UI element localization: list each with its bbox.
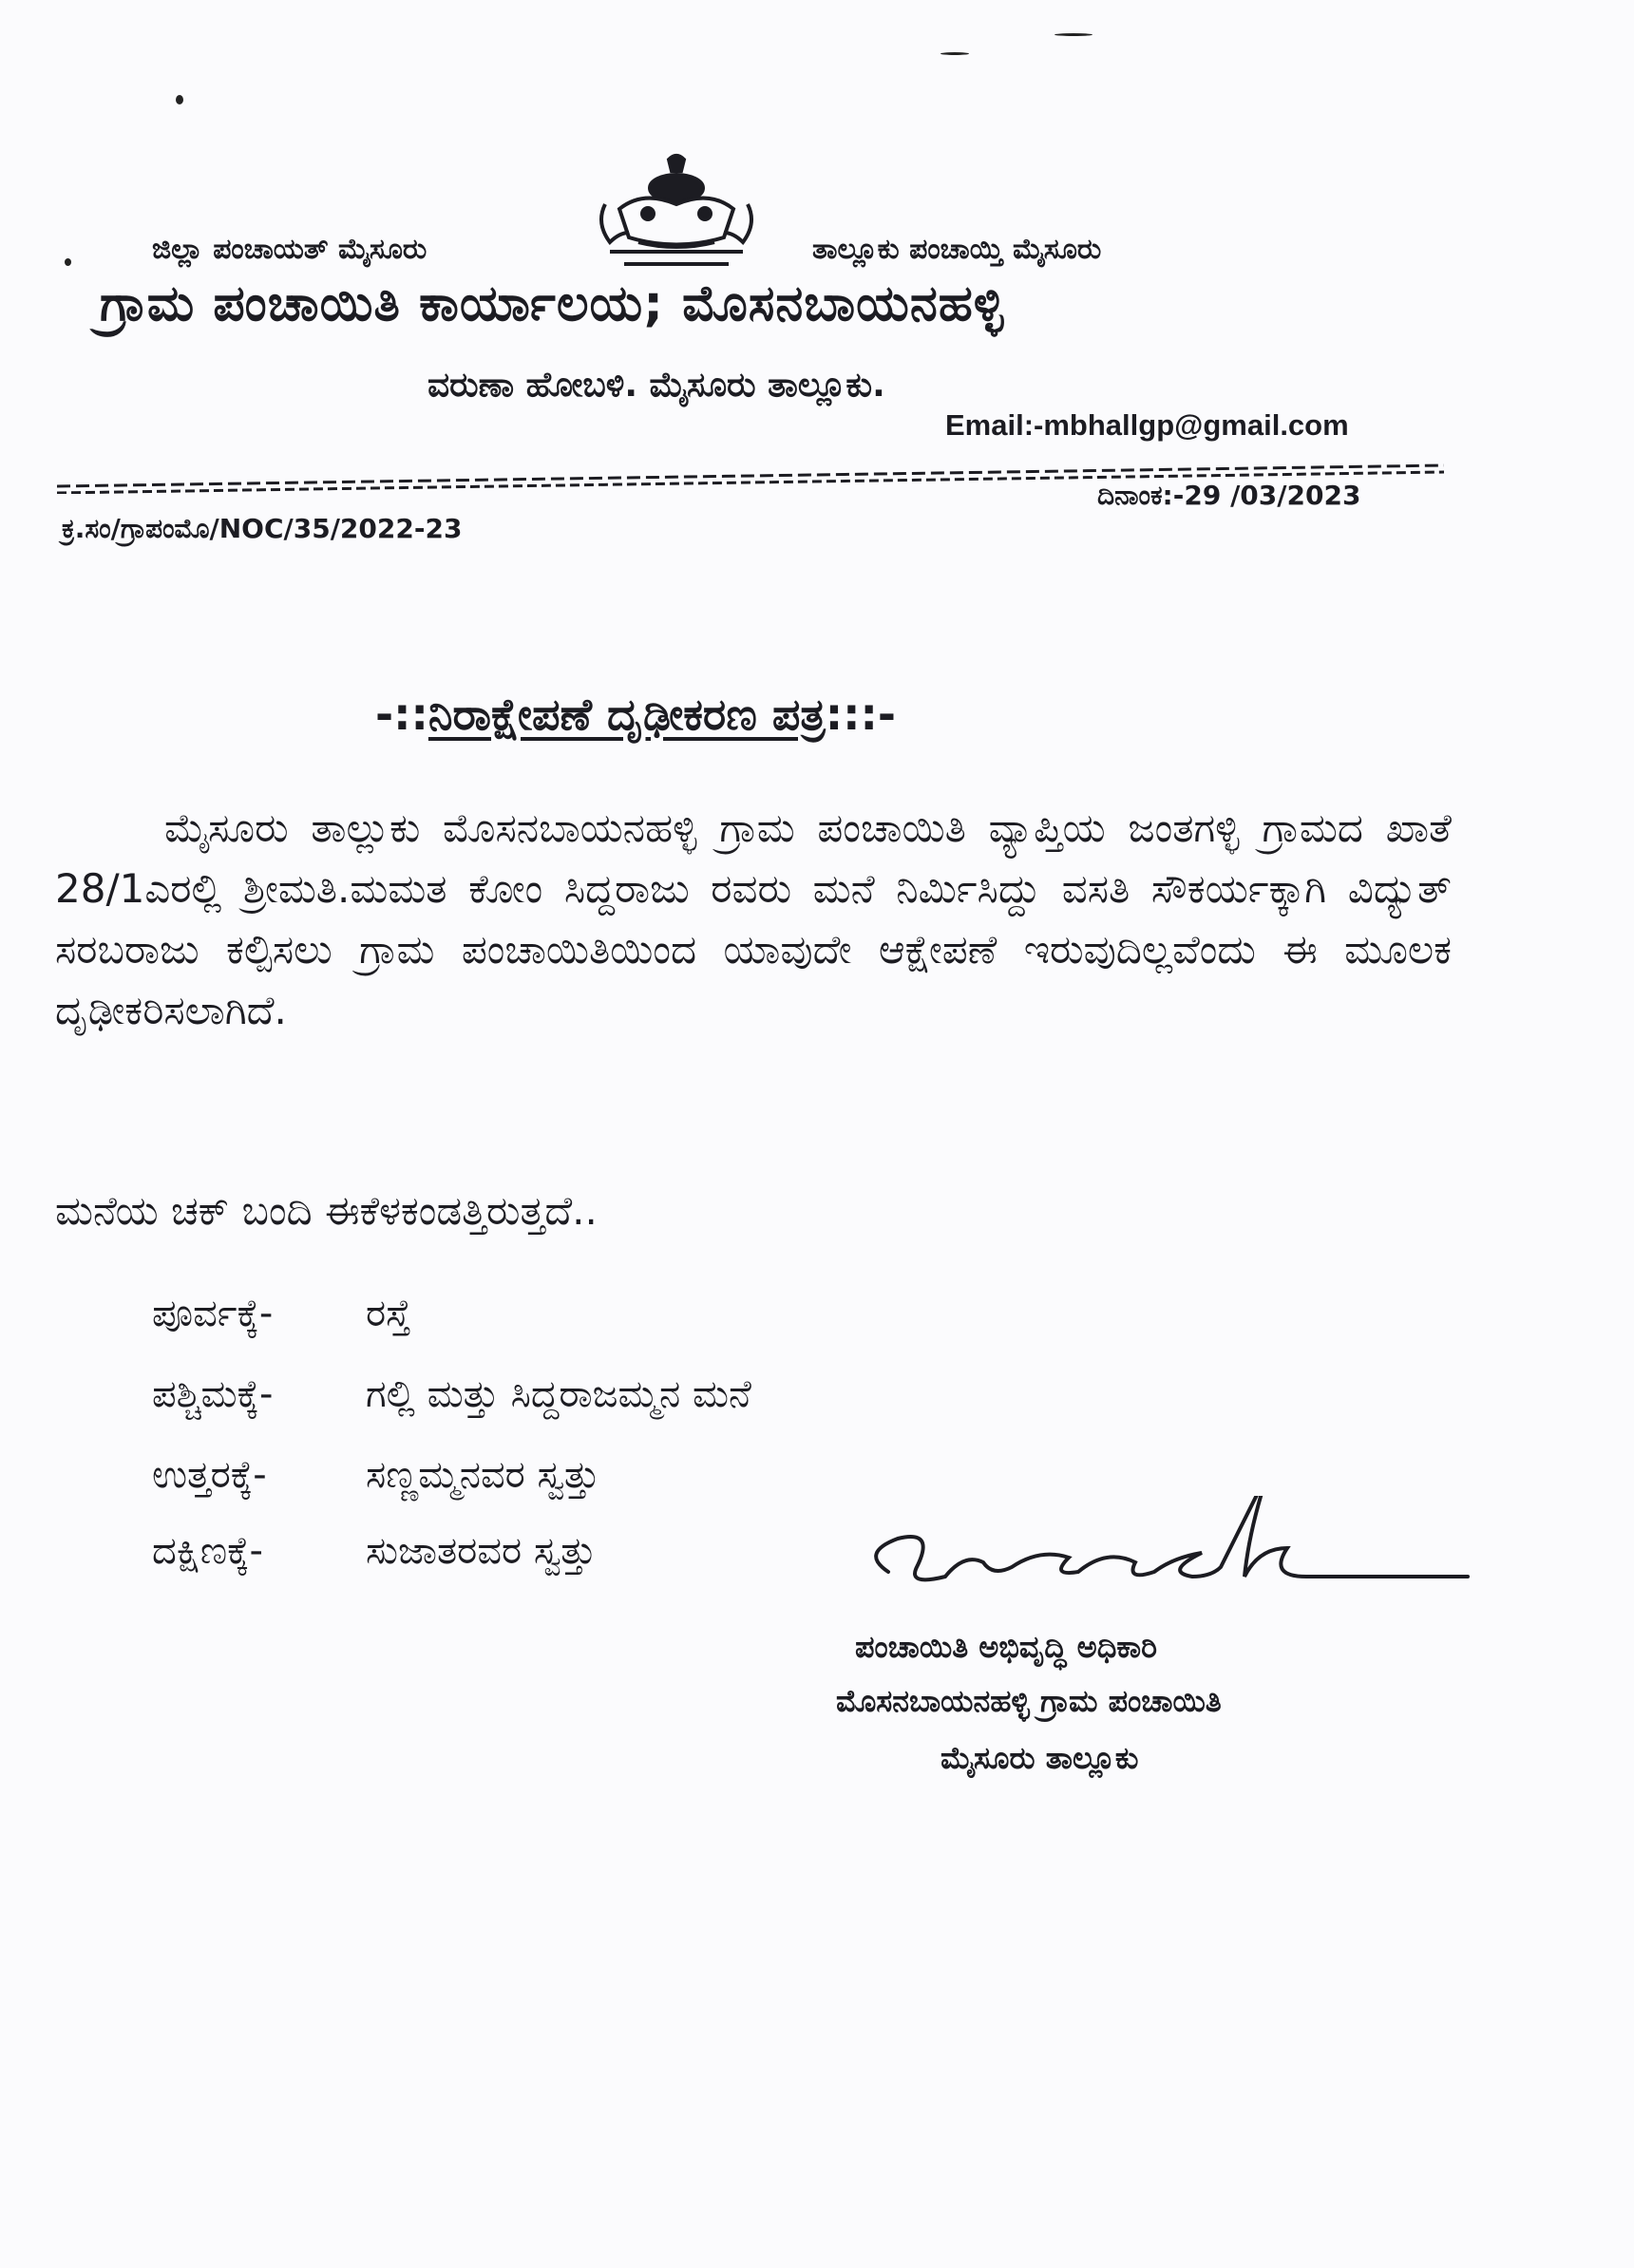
handwritten-signature [850,1496,1515,1619]
subject-prefix: -:: [375,689,428,740]
scan-speck [65,258,71,266]
boundary-value: ಗಲ್ಲಿ ಮತ್ತು ಸಿದ್ದರಾಜಮ್ಮನ ಮನೆ [366,1372,751,1416]
boundary-west [152,1372,751,1416]
body-paragraph [55,798,1452,1041]
office-email: Email:-mbhallgp@gmail.com [945,408,1349,442]
boundary-north [152,1453,599,1497]
signatory-title: ಪಂಚಾಯಿತಿ ಅಭಿವೃದ್ಧಿ ಅಧಿಕಾರಿ [855,1629,1157,1665]
body-paragraph-main: ಮೈಸೂರು ತಾಲ್ಲುಕು ಮೊಸನಬಾಯನಹಳ್ಳಿ ಗ್ರಾಮ ಪಂಚಾಯಿತಿ ವ್ಯಾಪ್ತಿಯ ಜಂತಗಳ್ಳಿ ಗ್ರಾಮದ ಖಾತೆ 28/1ಎರಲ್ಲಿ ಶ್ರೀಮತಿ.ಮಮತ ಕೋಂ ಸಿದ್ದರಾಜು ರವರು ಮನೆ ನಿರ್ಮಿಸಿದ್ದು ವಸತಿ ಸೌಕರ್ಯಕ್ಕಾಗಿ ವಿದ್ಯುತ್ ಸರಬರಾಜು ಕಲ್ಪಿಸಲು ಗ್ರಾಮ ಪಂಚಾಯಿತಿಯಿಂದ ಯಾವುದೇ ಆಕ್ಷೇಪಣೆ [55,804,1452,973]
boundary-intro: ಮನೆಯ ಚಕ್ ಬಂದಿ ಈಕೆಳಕಂಡತ್ತಿರುತ್ತದೆ.. [55,1187,598,1234]
letter-subject [375,689,896,742]
scan-speck [940,52,969,55]
scan-speck [1054,33,1092,36]
boundary-east [152,1292,410,1335]
office-title: ಗ್ರಾಮ ಪಂಚಾಯಿತಿ ಕಾರ್ಯಾಲಯ; ಮೊಸನಬಾಯನಹಳ್ಳಿ [100,275,1005,332]
signatory-taluk: ಮೈಸೂರು ತಾಲ್ಲೂಕು [940,1740,1139,1776]
signatory-panchayat: ಮೊಸನಬಾಯನಹಳ್ಳಿ ಗ್ರಾಮ ಪಂಚಾಯಿತಿ [836,1683,1222,1719]
boundary-direction: ದಕ್ಷಿಣಕ್ಕೆ- [152,1529,263,1573]
boundary-south [152,1529,597,1573]
boundary-value: ಸಣ್ಣಮ್ಮನವರ ಸ್ವತ್ತು [366,1453,600,1497]
taluk-panchayat-label: ತಾಲ್ಲೂಕು ಪಂಚಾಯ್ತಿ ಮೈಸೂರು [812,233,1102,266]
reference-number: ಕ್ರ.ಸಂ/ಗ್ರಾಪಂಮೊ/NOC/35/2022-23 [62,513,463,544]
boundary-value: ಸುಜಾತರವರ ಸ್ವತ್ತು [366,1529,597,1573]
boundary-direction: ಉತ್ತರಕ್ಕೆ- [152,1453,267,1497]
body-paragraph-last: ಇರುವುದಿಲ್ಲವೆಂದು ಈ ಮೂಲಕ ದೃಢೀಕರಿಸಲಾಗಿದೆ. [55,926,1452,1033]
karnataka-emblem-icon [581,152,771,275]
hobli-address: ವರುಣಾ ಹೋಬಳಿ. ಮೈಸೂರು ತಾಲ್ಲೂಕು. [428,366,885,405]
subject-suffix: :::- [825,689,896,740]
scan-speck [176,95,183,104]
boundary-direction: ಪೂರ್ವಕ್ಕೆ- [152,1292,274,1335]
district-panchayat-label: ಜಿಲ್ಲಾ ಪಂಚಾಯತ್ ಮೈಸೂರು [152,233,428,266]
subject-title: ನಿರಾಕ್ಷೇಪಣೆ ದೃಢೀಕರಣ ಪತ್ರ [428,689,826,740]
boundary-value: ರಸ್ತೆ [366,1292,411,1335]
boundary-direction: ಪಶ್ಚಿಮಕ್ಕೆ- [152,1372,274,1416]
letter-date: ದಿನಾಂಕ:-29 /03/2023 [1097,480,1361,511]
